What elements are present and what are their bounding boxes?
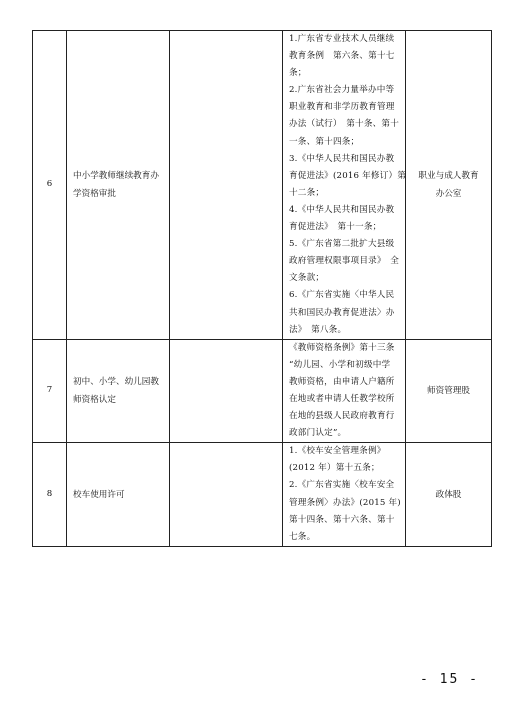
basis-line: 政部门认定”。 <box>289 428 347 439</box>
item-name <box>67 339 170 443</box>
department-line: 办公室 <box>435 188 462 199</box>
department-line: 师资管理股 <box>427 385 470 396</box>
item-name-line: 学资格审批 <box>73 188 116 199</box>
basis-line: 育促进法》 第十一条； <box>289 222 382 233</box>
legal-basis <box>283 339 406 443</box>
approval-items-table <box>32 30 492 547</box>
basis-line: 在地的县级人民政府教育行 <box>289 411 395 422</box>
department <box>406 443 492 547</box>
row-number: 7 <box>33 339 67 443</box>
basis-line: 2.《广东省实施〈校车安全 <box>289 480 395 491</box>
basis-line: 育促进法》(2016 年修订）第 <box>289 170 407 181</box>
item-name <box>67 443 170 547</box>
basis-line: 条； <box>289 68 307 79</box>
row-number: 6 <box>33 31 67 340</box>
basis-line: 政府管理权限事项目录》 全 <box>289 256 400 267</box>
table-row <box>33 339 492 443</box>
basis-line: 七条。 <box>289 531 316 542</box>
blank-cell <box>170 31 283 340</box>
basis-line: 一条、第十四条； <box>289 136 360 147</box>
item-name-line: 中小学教师继续教育办 <box>73 170 159 181</box>
basis-line: 4.《中华人民共和国民办教 <box>289 204 395 215</box>
item-name-line: 初中、小学、幼儿园教 <box>73 376 159 387</box>
table-row <box>33 31 492 340</box>
item-name <box>67 31 170 340</box>
basis-line: 5.《广东省第二批扩大县级 <box>289 239 395 250</box>
basis-line: 十二条； <box>289 187 325 198</box>
basis-line: 2.广东省社会力量举办中等 <box>289 85 395 96</box>
department <box>406 31 492 340</box>
table-row <box>33 443 492 547</box>
legal-basis <box>283 443 406 547</box>
basis-line: 教师资格，由申请人户籍所 <box>289 376 395 387</box>
basis-line: 办法（试行） 第十条、第十 <box>289 119 400 130</box>
basis-line: 教育条例 第六条、第十七 <box>289 51 395 62</box>
basis-line: 共和国民办教育促进法〉办 <box>289 307 395 318</box>
basis-line: 职业教育和非学历教育管理 <box>289 102 395 113</box>
basis-line: 文条款； <box>289 273 325 284</box>
item-name-line: 校车使用许可 <box>73 489 125 500</box>
blank-cell <box>170 339 283 443</box>
basis-line: 管理条例〉办法》(2015 年) <box>289 497 401 508</box>
row-number: 8 <box>33 443 67 547</box>
legal-basis <box>283 31 406 340</box>
department-line: 政体股 <box>435 489 462 500</box>
page-number: - 15 - <box>420 672 479 687</box>
basis-line: 3.《中华人民共和国民办教 <box>289 153 395 164</box>
blank-cell <box>170 443 283 547</box>
item-name-line: 师资格认定 <box>73 394 116 405</box>
basis-line: (2012 年）第十五条； <box>289 463 380 474</box>
basis-line: “幼儿园、小学和初级中学 <box>289 359 391 370</box>
basis-line: 在地或者申请人任教学校所 <box>289 393 395 404</box>
basis-line: 1.广东省专业技术人员继续 <box>289 34 395 44</box>
department <box>406 339 492 443</box>
department-line: 职业与成人教育 <box>418 170 479 181</box>
basis-line: 《教师资格条例》第十三条 <box>289 342 395 353</box>
basis-line: 第十四条、第十六条、第十 <box>289 514 395 525</box>
basis-line: 1.《校车安全管理条例》 <box>289 446 386 457</box>
basis-line: 法》 第八条。 <box>289 324 347 335</box>
basis-line: 6.《广东省实施〈中华人民 <box>289 290 395 301</box>
